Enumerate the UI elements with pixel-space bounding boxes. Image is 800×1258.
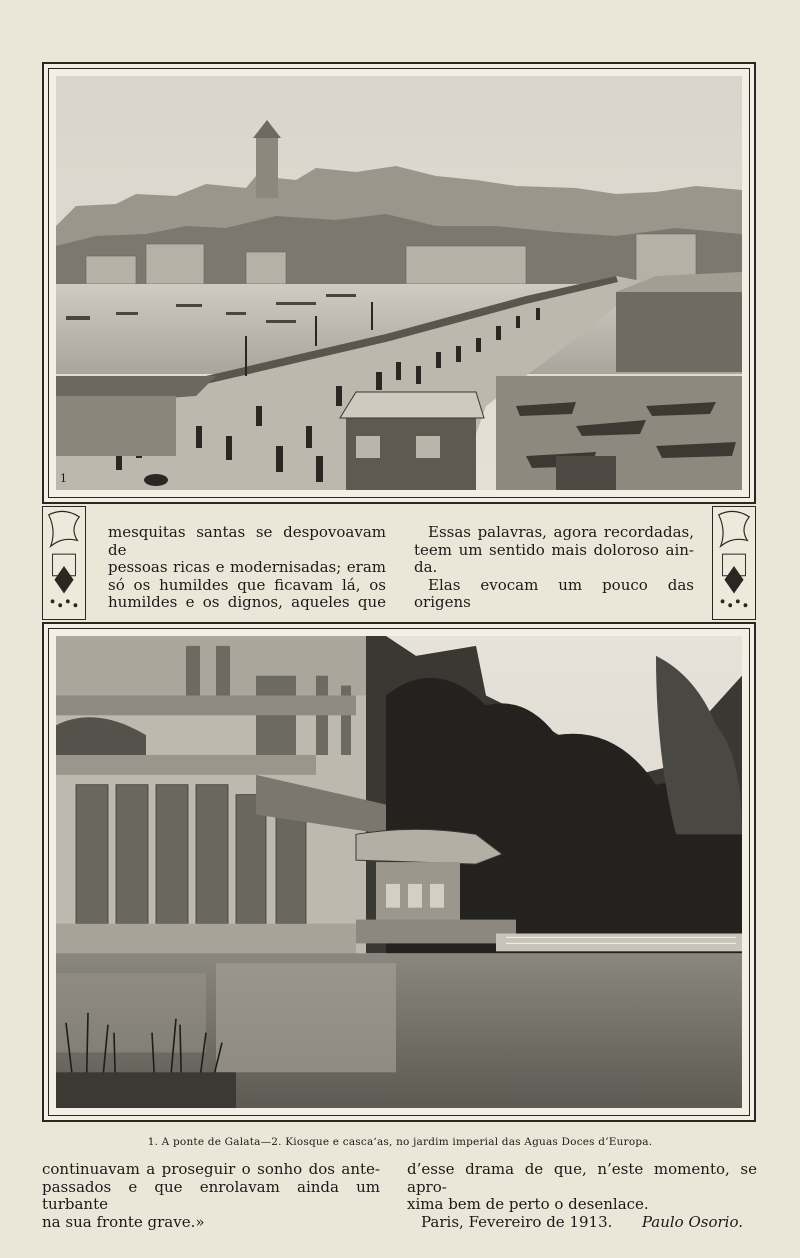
text-line: Elas evocam um pouco das origens <box>414 575 694 611</box>
text-line: xima bem de perto o desenlace. <box>407 1195 649 1213</box>
photo1-number: 1 <box>60 472 67 485</box>
text-line: continuavam a proseguir o sonho dos ante- <box>42 1160 380 1178</box>
photo-kiosk-garden <box>56 636 742 1108</box>
footer-column-left <box>42 1161 380 1231</box>
photo-frame-kiosk-garden <box>42 622 756 1122</box>
text-line: na sua fronte grave.» <box>42 1212 205 1231</box>
text-line: pessoas ricas e modernisadas; eram <box>108 558 386 576</box>
text-line: teem um sentido mais doloroso ain- <box>414 540 694 559</box>
band-column-right <box>414 524 694 612</box>
author-signature: Paulo Osorio. <box>641 1212 743 1231</box>
right-ornament <box>712 506 756 620</box>
text-line: passados e que enrolavam ainda um turbante <box>42 1177 380 1213</box>
left-ornament <box>42 506 86 620</box>
footer-column-right <box>407 1161 757 1231</box>
photo-caption: 1. A ponte de Galata—2. Kiosque e casca‘as, no jardim imperial das Aguas Doces d’Europa. <box>147 1136 653 1148</box>
text-line: mesquitas santas se despovoavam de <box>108 523 386 559</box>
text-line: humildes e os dignos, aqueles que <box>108 593 386 611</box>
text-band <box>42 506 756 620</box>
photo-galata-bridge <box>56 76 742 490</box>
text-line: d’esse drama de que, n’este momento, se apro- <box>407 1160 757 1196</box>
photo-frame-galata-bridge <box>42 62 756 504</box>
signature-row <box>407 1214 757 1232</box>
text-line: Essas palavras, agora recordadas, <box>428 523 694 541</box>
place-date: Paris, Fevereiro de 1913. <box>421 1212 613 1231</box>
band-column-left <box>108 524 386 612</box>
text-line: da. <box>414 558 438 576</box>
text-line: só os humildes que ficavam lá, os <box>108 575 386 594</box>
